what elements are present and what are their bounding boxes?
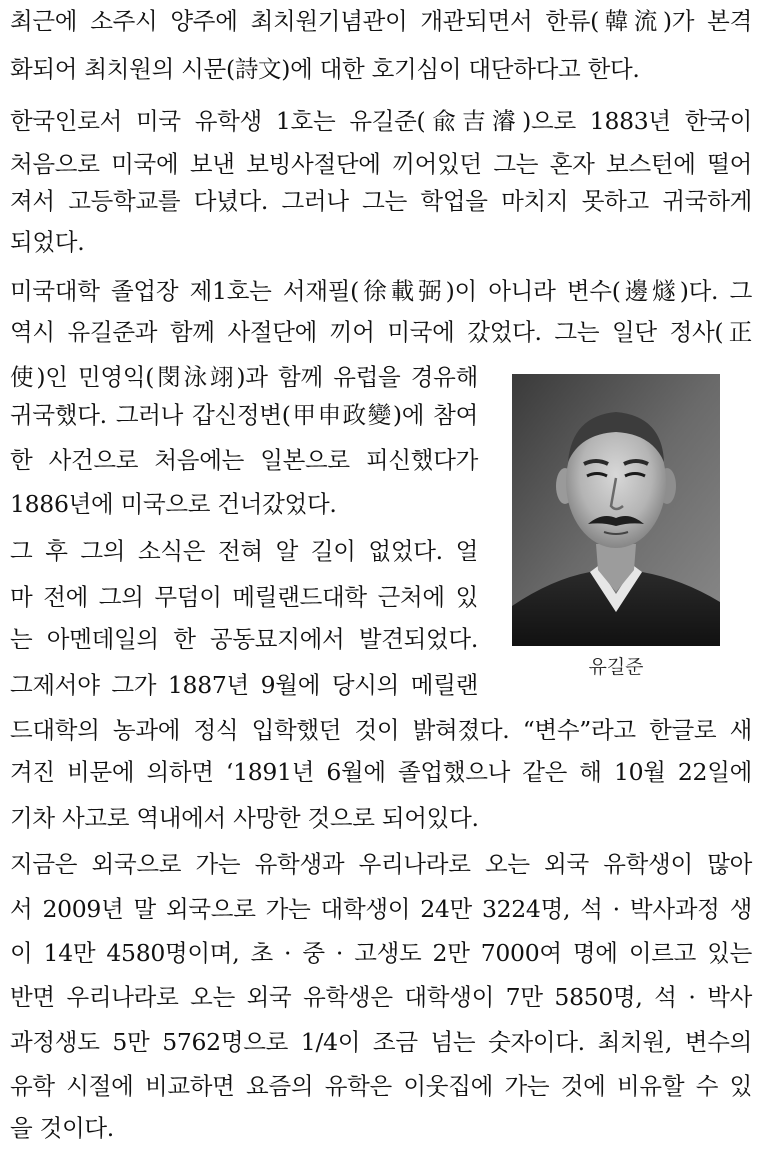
text-line: 지금은 외국으로 가는 유학생과 우리나라로 오는 외국 유학생이 많아: [10, 850, 752, 878]
text-line: 화되어 최치원의 시문(詩文)에 대한 호기심이 대단하다고 한다.: [10, 55, 640, 83]
text-line: 이 14만 4580명이며, 초 · 중 · 고생도 2만 7000여 명에 이르고 있는: [10, 939, 752, 967]
text-line: 한국인로서 미국 유학생 1호는 유길준(兪吉濬)으로 1883년 한국이: [10, 107, 752, 135]
text-line: 마 전에 그의 무덤이 메릴랜드대학 근처에 있: [10, 583, 478, 611]
text-line: 미국대학 졸업장 제1호는 서재필(徐載弼)이 아니라 변수(邊燧)다. 그: [10, 277, 752, 305]
text-line: 유학 시절에 비교하면 요즘의 유학은 이웃집에 가는 것에 비유할 수 있: [10, 1072, 752, 1100]
text-line: 최근에 소주시 양주에 최치원기념관이 개관되면서 한류(韓流)가 본격: [10, 7, 752, 35]
text-line: 겨진 비문에 의하면 ‘1891년 6월에 졸업했으나 같은 해 10월 22일에: [10, 758, 752, 786]
text-line: 使)인 민영익(閔泳翊)과 함께 유럽을 경유해: [10, 363, 478, 391]
text-line: 는 아멘데일의 한 공동묘지에서 발견되었다.: [10, 625, 478, 653]
text-line: 되었다.: [10, 228, 85, 256]
text-line: 그제서야 그가 1887년 9월에 당시의 메릴랜: [10, 671, 478, 699]
text-line: 드대학의 농과에 정식 입학했던 것이 밝혀졌다. “변수”라고 한글로 새: [10, 716, 752, 744]
text-line: 과정생도 5만 5762명으로 1/4이 조금 넘는 숫자이다. 최치원, 변수의: [10, 1028, 752, 1056]
portrait-image: [512, 374, 720, 646]
text-line: 기차 사고로 역내에서 사망한 것으로 되어있다.: [10, 804, 479, 832]
text-line: 역시 유길준과 함께 사절단에 끼어 미국에 갔었다. 그는 일단 정사(正: [10, 318, 752, 346]
text-line: 그 후 그의 소식은 전혀 알 길이 없었다. 얼: [10, 537, 478, 565]
text-line: 을 것이다.: [10, 1114, 114, 1142]
photo-caption: 유길준: [588, 656, 644, 678]
text-line: 귀국했다. 그러나 갑신정변(甲申政變)에 참여: [10, 401, 478, 429]
text-line: 한 사건으로 처음에는 일본으로 피신했다가: [10, 446, 478, 474]
portrait-photo: [512, 374, 720, 646]
text-line: 져서 고등학교를 다녔다. 그러나 그는 학업을 마치지 못하고 귀국하게: [10, 187, 752, 215]
text-line: 처음으로 미국에 보낸 보빙사절단에 끼어있던 그는 혼자 보스턴에 떨어: [10, 150, 752, 178]
text-line: 반면 우리나라로 오는 외국 유학생은 대학생이 7만 5850명, 석 · 박사: [10, 983, 752, 1011]
text-line: 서 2009년 말 외국으로 가는 대학생이 24만 3224명, 석 · 박사과정 생: [10, 895, 752, 923]
text-line: 1886년에 미국으로 건너갔었다.: [10, 490, 337, 518]
